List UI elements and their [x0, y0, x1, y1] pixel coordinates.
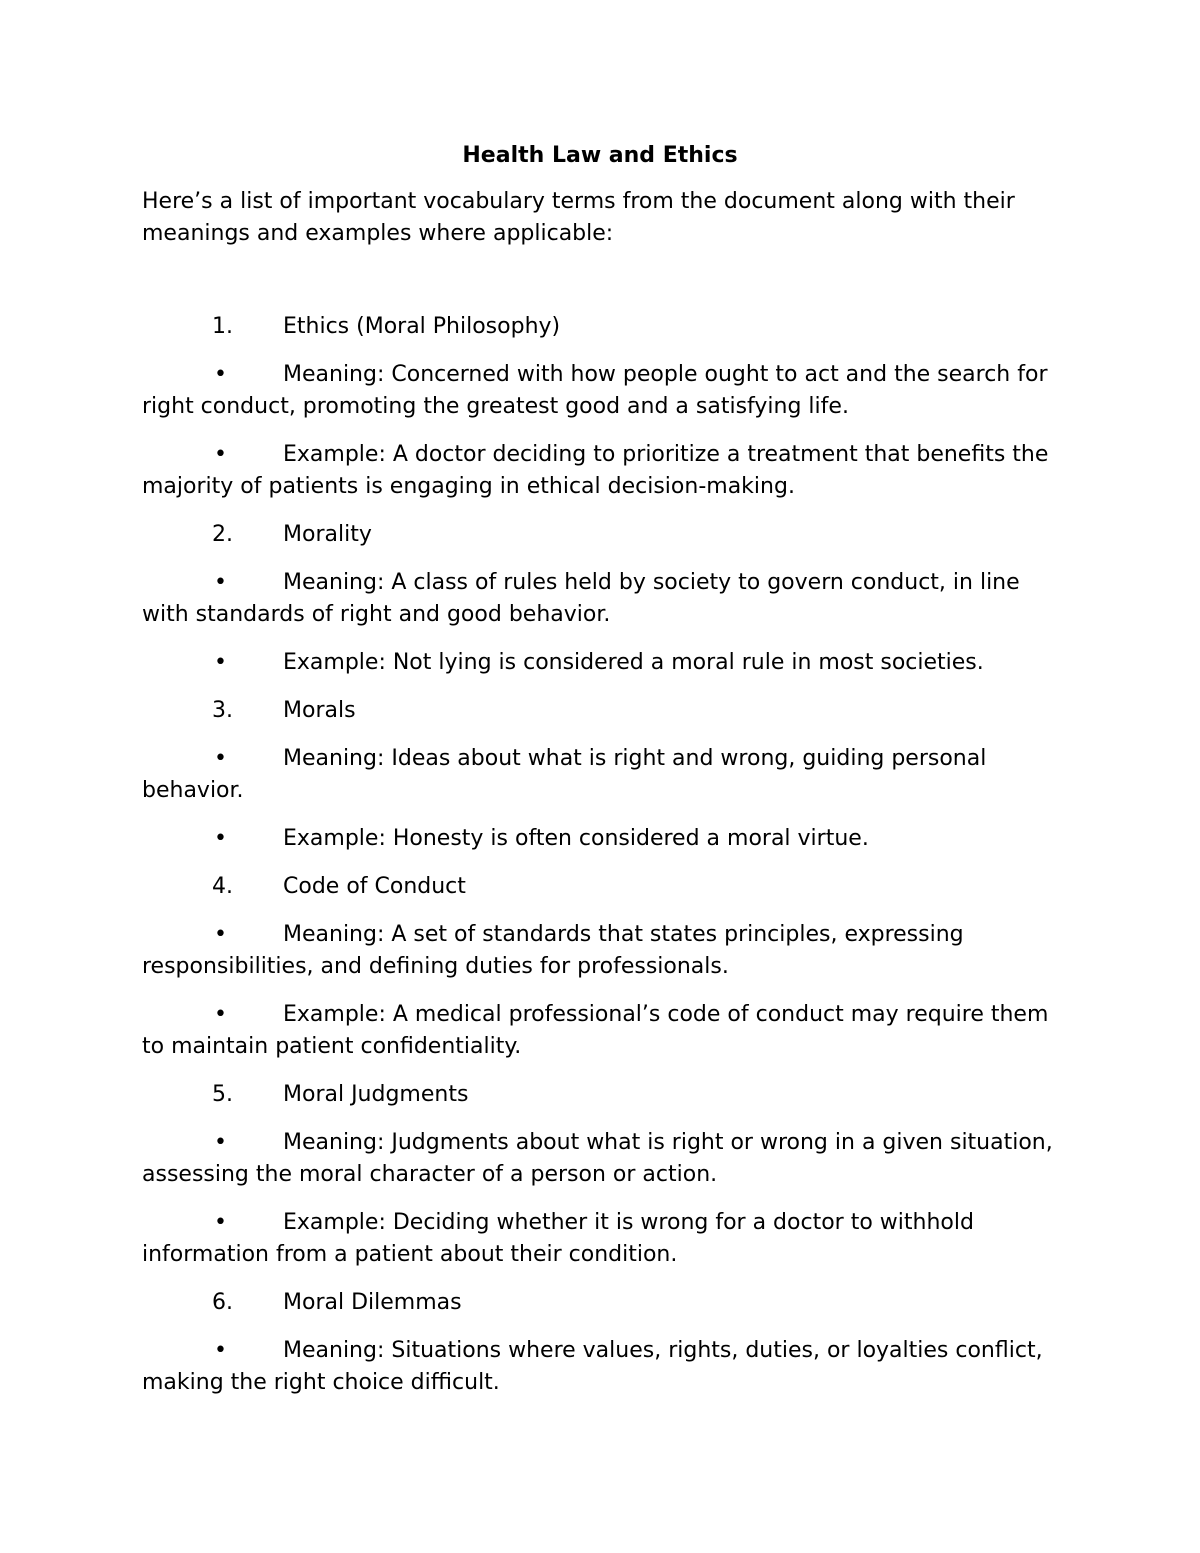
bullet-icon: • [214, 1002, 227, 1027]
bullet-icon: • [214, 1338, 227, 1363]
bullet-icon: • [214, 650, 227, 675]
term-meaning [142, 1335, 1072, 1399]
example-text: Example: Honesty is often considered a moral virtue. [283, 826, 869, 851]
bullet-icon: • [214, 826, 227, 851]
vocab-term-heading [142, 1287, 1072, 1319]
term-label: Code of Conduct [283, 874, 466, 899]
term-number: 5. [212, 1082, 233, 1107]
bullet-icon: • [214, 442, 227, 467]
vocab-term-heading [142, 871, 1072, 903]
term-meaning [142, 1127, 1072, 1191]
term-label: Morality [283, 522, 372, 547]
term-example [142, 1207, 1072, 1271]
term-number: 4. [212, 874, 233, 899]
meaning-text: Meaning: A class of rules held by society to govern conduct, in line with standards of right and good behavior. [142, 570, 1020, 627]
bullet-icon: • [214, 570, 227, 595]
example-text: Example: Deciding whether it is wrong for a doctor to withhold information from a patient about their condition. [142, 1210, 974, 1267]
meaning-text: Meaning: Situations where values, rights, duties, or loyalties conflict, making the right choice difficult. [142, 1338, 1043, 1395]
term-meaning [142, 743, 1072, 807]
term-number: 3. [212, 698, 233, 723]
vocab-term-heading [142, 311, 1072, 343]
term-number: 1. [212, 314, 233, 339]
example-text: Example: A medical professional’s code of conduct may require them to maintain patient confidentiality. [142, 1002, 1049, 1059]
term-label: Ethics (Moral Philosophy) [283, 314, 561, 339]
example-text: Example: A doctor deciding to prioritize a treatment that benefits the majority of patients is engaging in ethical decision-making. [142, 442, 1049, 499]
term-label: Moral Judgments [283, 1082, 469, 1107]
bullet-icon: • [214, 746, 227, 771]
bullet-icon: • [214, 1130, 227, 1155]
meaning-text: Meaning: Ideas about what is right and wrong, guiding personal behavior. [142, 746, 987, 803]
term-number: 2. [212, 522, 233, 547]
term-example [142, 999, 1072, 1063]
vocabulary-list [142, 311, 1072, 1415]
vocab-term-heading [142, 519, 1072, 551]
term-number: 6. [212, 1290, 233, 1315]
term-example [142, 823, 1072, 855]
meaning-text: Meaning: A set of standards that states principles, expressing responsibilities, and defining duties for professionals. [142, 922, 964, 979]
term-meaning [142, 919, 1072, 983]
meaning-text: Meaning: Concerned with how people ought to act and the search for right conduct, promoting the greatest good and a satisfying life. [142, 362, 1048, 419]
term-meaning [142, 359, 1072, 423]
term-label: Moral Dilemmas [283, 1290, 462, 1315]
bullet-icon: • [214, 362, 227, 387]
intro-paragraph: Here’s a list of important vocabulary terms from the document along with their meanings and examples where applicable: [142, 189, 1015, 246]
vocab-term-heading [142, 1079, 1072, 1111]
meaning-text: Meaning: Judgments about what is right or wrong in a given situation, assessing the moral character of a person or action. [142, 1130, 1053, 1187]
term-label: Morals [283, 698, 356, 723]
bullet-icon: • [214, 1210, 227, 1235]
example-text: Example: Not lying is considered a moral rule in most societies. [283, 650, 984, 675]
bullet-icon: • [214, 922, 227, 947]
term-example [142, 439, 1072, 503]
term-example [142, 647, 1072, 679]
document-title: Health Law and Ethics [462, 143, 738, 168]
term-meaning [142, 567, 1072, 631]
vocab-term-heading [142, 695, 1072, 727]
